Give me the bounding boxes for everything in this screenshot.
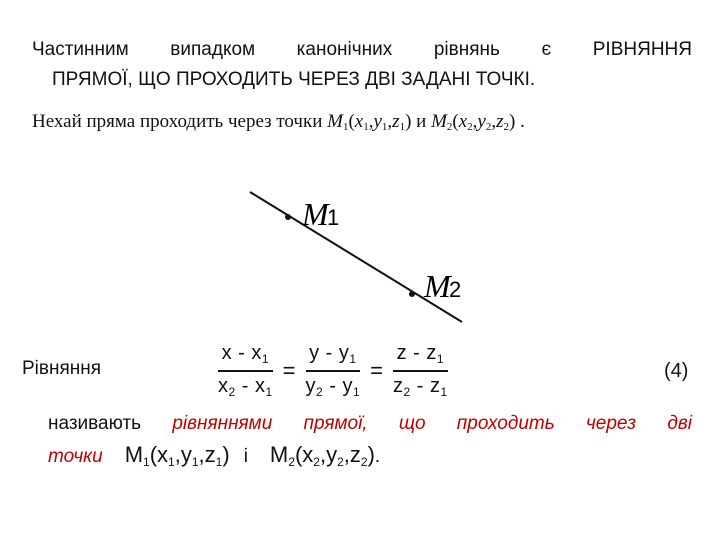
point-m1-dot (285, 214, 291, 220)
intro-line-1: Частинним випадком канонічних рівнянь є РІВНЯННЯ (32, 39, 692, 60)
fraction-z: $\frac{z - z_1}{z_2 - z_1}$ (393, 342, 448, 399)
equals-sign: = (370, 357, 384, 383)
naming-tochky: точки (48, 446, 103, 467)
intro-line-2: ПРЯМОЇ, ЩО ПРОХОДИТЬ ЧЕРЕЗ ДВІ ЗАДАНІ ТОЧКІ. (52, 69, 536, 90)
fraction-y: $\frac{y - y_1}{y_2 - y_1}$ (305, 342, 361, 399)
fraction-x: $\frac{x - x_1}{x_2 - x_1}$ (218, 342, 273, 399)
naming-and: і (243, 446, 248, 467)
points-line (48, 442, 380, 469)
naming-prefix: називають (48, 413, 142, 434)
point-m2-dot (409, 291, 415, 297)
naming-highlight: рівняннями прямої, що проходить через дві (172, 413, 692, 434)
equation-number: (4) (664, 360, 689, 382)
point-m1-expr: $M_1(x_1,y_1,z_1)$ (124, 442, 230, 469)
sentence-prefix: Нехай пряма проходить через точки (32, 111, 328, 132)
point-m2-index: 2 (449, 277, 462, 302)
equals-sign: = (282, 357, 296, 383)
canonical-equation (218, 342, 448, 399)
equation-label: Рівняння (22, 358, 102, 379)
point-m2-letter: M (424, 268, 451, 304)
points-sentence: Нехай пряма проходить через точки $M_1(x_1,y_1,z_1)$ и $M_2(x_2,y_2,z_2)$ . (32, 111, 525, 133)
naming-end: . (374, 446, 381, 467)
point-m1-index: 1 (327, 205, 340, 230)
point-m1-letter: M (302, 196, 329, 232)
point-m2-expr: $M_2(x_2,y_2,z_2)$ (269, 442, 375, 469)
naming-line (48, 412, 692, 436)
